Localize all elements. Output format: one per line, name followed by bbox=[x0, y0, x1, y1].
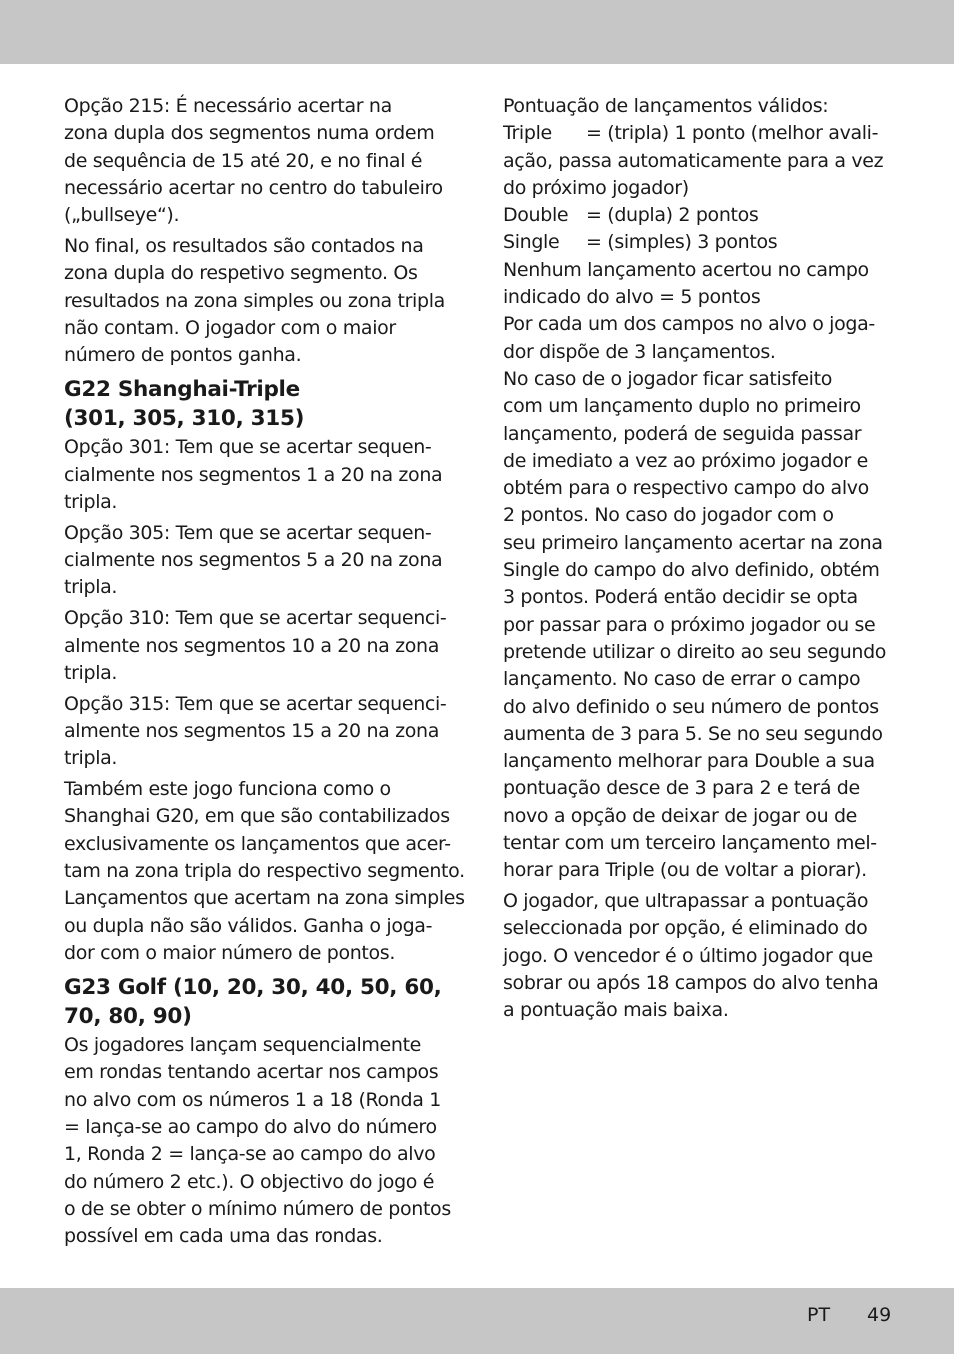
heading-line: 70, 80, 90) bbox=[64, 1004, 192, 1030]
text-line: possível em cada uma das rondas. bbox=[64, 1225, 383, 1248]
text-line: o de se obter o mínimo número de pontos bbox=[64, 1197, 451, 1220]
text-line: tripla. bbox=[64, 576, 118, 599]
text-line: tam na zona tripla do respectivo segmento. bbox=[64, 859, 465, 882]
text-line: lançamento melhorar para Double a sua bbox=[503, 750, 875, 773]
heading-g23-golf bbox=[64, 973, 454, 1031]
paragraph-final-results bbox=[64, 233, 454, 369]
paragraph-option-301 bbox=[64, 434, 454, 516]
text-line: pontuação desce de 3 para 2 e terá de bbox=[503, 777, 860, 800]
text-line: ou dupla não são válidos. Ganha o joga- bbox=[64, 914, 433, 937]
scoring-desc: = (tripla) 1 ponto (melhor avali- bbox=[586, 122, 879, 145]
text-line: Single do campo do alvo definido, obtém bbox=[503, 559, 880, 582]
text-line: aumenta de 3 para 5. Se no seu segundo bbox=[503, 722, 883, 745]
text-line: O jogador, que ultrapassar a pontuação bbox=[503, 890, 869, 913]
text-line: sobrar ou após 18 campos do alvo tenha bbox=[503, 972, 879, 994]
text-line: por passar para o próximo jogador ou se bbox=[503, 613, 876, 636]
text-line: não contam. O jogador com o maior bbox=[64, 316, 396, 339]
heading-g22-shanghai-triple bbox=[64, 375, 454, 433]
text-line: Opção 310: Tem que se acertar sequenci- bbox=[64, 607, 447, 630]
text-line: horar para Triple (ou de voltar a piorar). bbox=[503, 859, 867, 882]
scoring-desc: = (dupla) 2 pontos bbox=[586, 204, 759, 227]
header-bar bbox=[0, 0, 954, 64]
text-line: tripla. bbox=[64, 491, 118, 514]
text-line: a pontuação mais baixa. bbox=[503, 999, 729, 1022]
text-line: Os jogadores lançam sequencialmente bbox=[64, 1034, 422, 1057]
text-line: zona dupla dos segmentos numa ordem bbox=[64, 122, 435, 145]
scoring-desc: = (simples) 3 pontos bbox=[586, 231, 778, 254]
text-line: almente nos segmentos 10 a 20 na zona bbox=[64, 634, 440, 657]
scoring-row-triple bbox=[503, 120, 883, 147]
text-line: tentar com um terceiro lançamento mel- bbox=[503, 832, 877, 855]
text-line: No final, os resultados são contados na bbox=[64, 234, 424, 257]
text-line: necessário acertar no centro do tabuleiro bbox=[64, 176, 443, 199]
text-line: Opção 305: Tem que se acertar sequen- bbox=[64, 521, 432, 544]
text-line: indicado do alvo = 5 pontos bbox=[503, 286, 761, 309]
text-line: almente nos segmentos 15 a 20 na zona bbox=[64, 719, 440, 742]
text-line: em rondas tentando acertar nos campos bbox=[64, 1061, 439, 1084]
text-line: ação, passa automaticamente para a vez bbox=[503, 149, 884, 172]
scoring-intro: Pontuação de lançamentos válidos: bbox=[503, 95, 829, 117]
text-line: lançamento, poderá de seguida passar bbox=[503, 422, 862, 445]
text-line: 2 pontos. No caso do jogador com o bbox=[503, 504, 834, 527]
right-column bbox=[503, 93, 887, 1028]
text-line: seleccionada por opção, é eliminado do bbox=[503, 917, 868, 940]
paragraph-elimination bbox=[503, 888, 883, 1024]
text-line: do número 2 etc.). O objectivo do jogo é bbox=[64, 1170, 435, 1193]
paragraph-shanghai-rules bbox=[64, 776, 465, 967]
paragraph-option-315 bbox=[64, 691, 454, 773]
text-line: Opção 315: Tem que se acertar sequenci- bbox=[64, 692, 447, 715]
scoring-row-double bbox=[503, 202, 883, 229]
scoring-block bbox=[503, 93, 887, 885]
text-line: No caso de o jogador ficar satisfeito bbox=[503, 367, 832, 390]
text-line: número de pontos ganha. bbox=[64, 344, 302, 367]
scoring-term: Single bbox=[503, 231, 560, 254]
text-line: dor com o maior número de pontos. bbox=[64, 941, 396, 964]
text-line: exclusivamente os lançamentos que acer- bbox=[64, 832, 451, 855]
text-line: do alvo definido o seu número de pontos bbox=[503, 695, 879, 718]
text-line: Nenhum lançamento acertou no campo bbox=[503, 258, 869, 281]
text-line: Shanghai G20, em que são contabilizados bbox=[64, 805, 450, 828]
paragraph-golf-rules bbox=[64, 1032, 454, 1250]
text-line: tripla. bbox=[64, 661, 118, 684]
footer-language: PT bbox=[807, 1304, 831, 1326]
scoring-term: Triple bbox=[503, 122, 552, 145]
text-line: pretende utilizar o direito ao seu segundo bbox=[503, 640, 887, 663]
text-line: no alvo com os números 1 a 18 (Ronda 1 bbox=[64, 1088, 441, 1111]
text-line: 3 pontos. Poderá então decidir se opta bbox=[503, 586, 858, 609]
text-line: zona dupla do respetivo segmento. Os bbox=[64, 262, 418, 285]
text-line: jogo. O vencedor é o último jogador que bbox=[503, 944, 873, 967]
text-line: Opção 301: Tem que se acertar sequen- bbox=[64, 436, 432, 459]
text-line: cialmente nos segmentos 1 a 20 na zona bbox=[64, 463, 443, 486]
text-line: novo a opção de deixar de jogar ou de bbox=[503, 804, 858, 827]
text-line: com um lançamento duplo no primeiro bbox=[503, 395, 861, 418]
text-line: Por cada um dos campos no alvo o joga- bbox=[503, 313, 875, 336]
text-line: seu primeiro lançamento acertar na zona bbox=[503, 531, 883, 554]
text-line: Opção 215: É necessário acertar na bbox=[64, 95, 392, 117]
paragraph-option-310 bbox=[64, 605, 454, 687]
text-line: lançamento. No caso de errar o campo bbox=[503, 668, 861, 691]
text-line: dor dispõe de 3 lançamentos. bbox=[503, 340, 776, 363]
page-number: 49 bbox=[867, 1304, 892, 1326]
heading-line: G22 Shanghai-Triple bbox=[64, 377, 300, 403]
text-line: („bullseye“). bbox=[64, 204, 180, 227]
text-line: obtém para o respectivo campo do alvo bbox=[503, 477, 869, 500]
text-line: resultados na zona simples ou zona tripla bbox=[64, 289, 445, 312]
left-column bbox=[64, 93, 465, 1254]
paragraph-option-305 bbox=[64, 520, 454, 602]
text-line: cialmente nos segmentos 5 a 20 na zona bbox=[64, 549, 443, 572]
scoring-row-single bbox=[503, 229, 883, 256]
text-line: tripla. bbox=[64, 747, 118, 770]
text-line: Lançamentos que acertam na zona simples bbox=[64, 887, 465, 910]
scoring-term: Double bbox=[503, 204, 569, 227]
text-line: 1, Ronda 2 = lança-se ao campo do alvo bbox=[64, 1143, 436, 1166]
text-line: de sequência de 15 até 20, e no final é bbox=[64, 149, 423, 172]
heading-line: G23 Golf (10, 20, 30, 40, 50, 60, bbox=[64, 975, 442, 1001]
paragraph-option-215 bbox=[64, 93, 454, 229]
heading-line: (301, 305, 310, 315) bbox=[64, 406, 305, 432]
text-line: de imediato a vez ao próximo jogador e bbox=[503, 449, 869, 472]
text-line: Também este jogo funciona como o bbox=[64, 778, 391, 801]
text-line: = lança-se ao campo do alvo do número bbox=[64, 1116, 437, 1138]
text-line: do próximo jogador) bbox=[503, 176, 689, 199]
